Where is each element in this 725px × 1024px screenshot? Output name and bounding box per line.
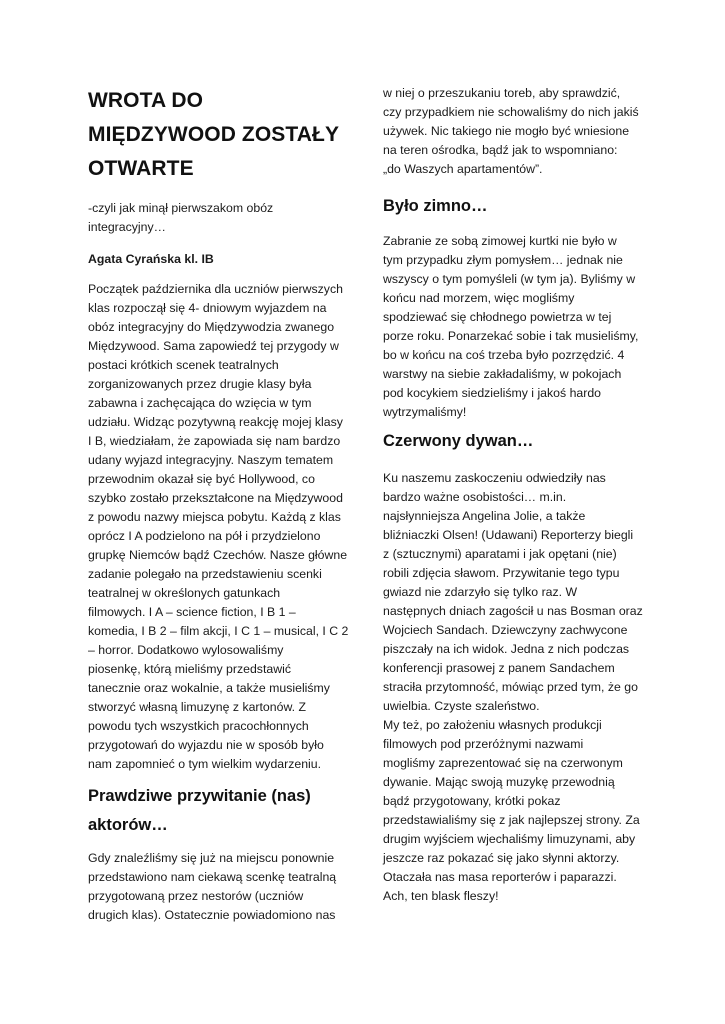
article-title [88, 84, 358, 186]
text-line: „do Waszych apartamentów”. [383, 162, 543, 176]
continuation-paragraph [383, 84, 639, 179]
text-line: czy przypadkiem nie schowaliśmy do nich jakiś [383, 105, 639, 119]
text-line: robili zdjęcia sławom. Przywitanie tego typu [383, 566, 620, 580]
text-line: tym przypadku złym pomysłem… jednak nie [383, 253, 623, 267]
text-line: postaci krótkich scenek teatralnych [88, 358, 279, 372]
text-line: bardzo ważne osobistości… m.in. [383, 490, 567, 504]
text-line: gwiazd nie zdarzyło się tylko raz. W [383, 585, 578, 599]
text-line: zabawna i zachęcająca do wzięcia w tym [88, 396, 312, 410]
text-line: w niej o przeszukaniu toreb, aby sprawdzić, [383, 86, 621, 100]
text-line: I B, wiedziałam, że zapowiada się nam bardzo [88, 434, 341, 448]
text-line: piosenkę, którą mieliśmy przedstawić [88, 662, 291, 676]
text-line: szybko zostało przekształcone na Międzywood [88, 491, 343, 505]
section-heading-welcome [88, 782, 358, 840]
article-author: Agata Cyrańska kl. IB [88, 252, 214, 266]
text-line: teatralnej w określonych gatunkach [88, 586, 281, 600]
text-line: mogliśmy zaprezentować się na czerwonym [383, 756, 623, 770]
text-line: wszyscy o tym pomyśleli (w tym ja). Byliśmy w [383, 272, 636, 286]
text-line: konferencji prasowej z panem Sandachem [383, 661, 615, 675]
text-line: zadanie polegało na przedstawieniu scenki [88, 567, 322, 581]
text-line: grupkę Niemców bądź Czechów. Nasze główne [88, 548, 348, 562]
text-line: obóz integracyjny do Międzywodzia zwanego [88, 320, 335, 334]
text-line: filmowych pod przeróżnymi nazwami [383, 737, 584, 751]
text-line: z powodu nazwy miejsca pobytu. Każdą z klas [88, 510, 341, 524]
text-line: Międzywood. Sama zapowiedź tej przygody w [88, 339, 339, 353]
text-line: Gdy znaleźliśmy się już na miejscu ponownie [88, 851, 335, 865]
intro-paragraph [88, 280, 348, 774]
text-line: przewodnim okazał się być Hollywood, co [88, 472, 315, 486]
subtitle-line: integracyjny… [88, 220, 166, 234]
welcome-paragraph [88, 849, 336, 925]
text-line: Ku naszemu zaskoczeniu odwiedziły nas [383, 471, 606, 485]
text-line: porze roku. Ponarzekać sobie i tak musieliśmy, [383, 329, 639, 343]
text-line: przygotowaną przez nestorów (uczniów [88, 889, 304, 903]
text-line: drugim wyjściem wjechaliśmy limuzynami, aby [383, 832, 636, 846]
text-line: przygotowań do wyjazdu nie w sposób było [88, 738, 324, 752]
text-line: oprócz I A podzielono na pół i przydzielono [88, 529, 321, 543]
text-line: używek. Nic takiego nie mogło być wniesione [383, 124, 630, 138]
cold-paragraph [383, 232, 638, 422]
text-line: bądź przygotowany, krótki pokaz [383, 794, 561, 808]
text-line: wytrzymaliśmy! [383, 405, 467, 419]
text-line: zorganizowanych przez drugie klasy była [88, 377, 312, 391]
text-line: udany wyjazd integracyjny. Naszym tematem [88, 453, 334, 467]
title-line: OTWARTE [88, 157, 194, 180]
text-line: udziału. Widząc pozytywną reakcję mojej klasy [88, 415, 343, 429]
text-line: spodziewać się chłodnego powietrza w tej [383, 310, 612, 324]
section-heading-red-carpet: Czerwony dywan… [383, 432, 534, 450]
text-line: przedstawialiśmy się z jak najlepszej strony. Za [383, 813, 640, 827]
text-line: drugich klas). Ostatecznie powiadomiono nas [88, 908, 336, 922]
text-line: straciła przytomność, mówiąc przed tym, że go [383, 680, 638, 694]
text-line: My też, po założeniu własnych produkcji [383, 718, 602, 732]
section-heading-cold: Było zimno… [383, 197, 488, 215]
text-line: następnych dniach zagościł u nas Bosman oraz [383, 604, 643, 618]
red-carpet-paragraph [383, 469, 643, 906]
heading-line: aktorów… [88, 816, 168, 834]
text-line: Ach, ten blask fleszy! [383, 889, 499, 903]
text-line: powodu tych wszystkich pracochłonnych [88, 719, 309, 733]
text-line: uwielbia. Czyste szaleństwo. [383, 699, 540, 713]
text-line: Początek października dla uczniów pierwszych [88, 282, 343, 296]
text-line: warstwy na siebie zakładaliśmy, w pokojach [383, 367, 622, 381]
text-line: Wojciech Sandach. Dziewczyny zachwycone [383, 623, 628, 637]
text-line: końcu nad morzem, więc mogliśmy [383, 291, 575, 305]
title-line: WROTA DO [88, 89, 204, 112]
title-line: MIĘDZYWOOD ZOSTAŁY [88, 123, 340, 146]
text-line: na teren ośrodka, bądź jak to wspomniano: [383, 143, 618, 157]
text-line: najsłynniejsza Angelina Jolie, a także [383, 509, 586, 523]
text-line: stworzyć własną limuzynę z kartonów. Z [88, 700, 306, 714]
text-line: filmowych. I A – science fiction, I B 1 – [88, 605, 296, 619]
text-line: piszczały na ich widok. Jedna z nich podczas [383, 642, 630, 656]
text-line: przedstawiono nam ciekawą scenkę teatralną [88, 870, 337, 884]
text-line: klas rozpoczął się 4- dniowym wyjazdem na [88, 301, 327, 315]
text-line: komedia, I B 2 – film akcji, I C 1 – musical, I C 2 [88, 624, 349, 638]
text-line: jeszcze raz pokazać się jako słynni aktorzy. [383, 851, 620, 865]
text-line: Otaczała nas masa reporterów i paparazzi. [383, 870, 617, 884]
text-line: bliźniaczki Olsen! (Udawani) Reporterzy biegli [383, 528, 634, 542]
text-line: – horror. Dodatkowo wylosowaliśmy [88, 643, 284, 657]
text-line: z (sztucznymi) aparatami i jak opętani (nie) [383, 547, 617, 561]
text-line: dywanie. Mając swoją muzykę przewodnią [383, 775, 615, 789]
subtitle-line: -czyli jak minął pierwszakom obóz [88, 201, 274, 215]
article-subtitle [88, 199, 318, 237]
text-line: pod kocykiem siedzieliśmy i jakoś hardo [383, 386, 602, 400]
text-line: Zabranie ze sobą zimowej kurtki nie było w [383, 234, 617, 248]
text-line: bo w końcu na coś trzeba było pozrzędzić. 4 [383, 348, 625, 362]
text-line: tanecznie oraz wokalnie, a także musieliśmy [88, 681, 330, 695]
text-line: nam zapomnieć o tym wielkim wydarzeniu. [88, 757, 322, 771]
heading-line: Prawdziwe przywitanie (nas) [88, 787, 311, 805]
